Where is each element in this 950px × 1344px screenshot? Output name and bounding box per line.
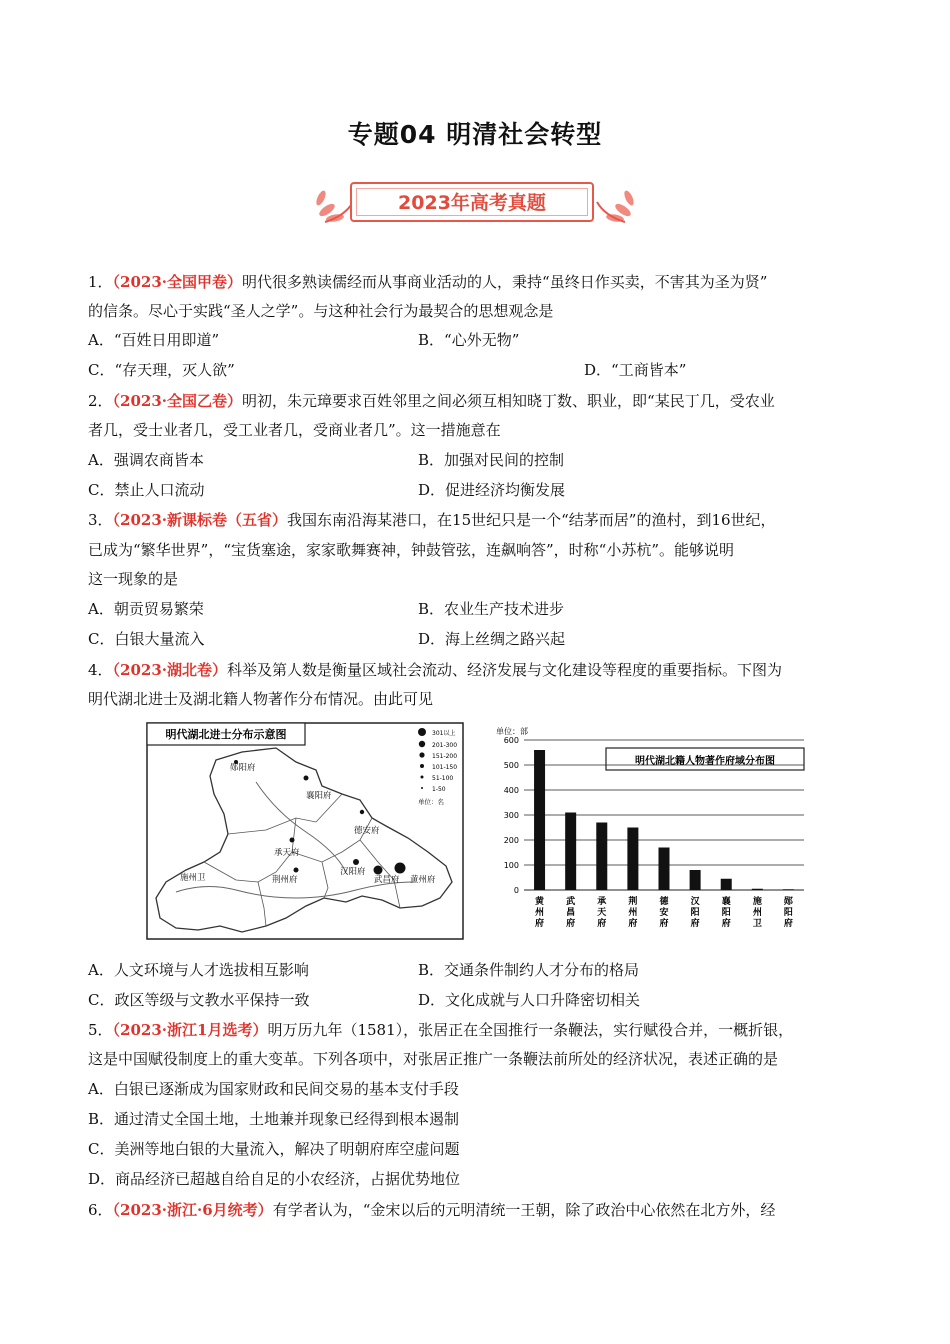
x-tick-label-char: 府 — [721, 919, 731, 929]
legend-label: 101-150 — [432, 764, 458, 771]
bar — [721, 879, 732, 890]
question-source: （2023·新课标卷（五省） — [112, 511, 288, 529]
option-b[interactable]: B．交通条件制约人才分布的格局 — [418, 961, 640, 979]
question-text: 这是中国赋役制度上的重大变革。下列各项中，对张居正推广一条鞭法前所处的经济状况，表述正确的是 — [88, 1050, 779, 1068]
y-tick-label: 0 — [513, 886, 519, 895]
bar — [690, 870, 701, 890]
option-a[interactable]: A．人文环境与人才选拔相互影响 — [88, 961, 309, 979]
legend-label: 51-100 — [432, 775, 454, 782]
question-source: （2023·浙江1月选考） — [112, 1021, 268, 1039]
question-text: 已成为“繁华世界”，“宝货塞途，家家歌舞赛神，钟鼓管弦，连飙响答”，时称“小苏杭”。能够说明 — [88, 541, 735, 559]
page-title: 专题04 明清社会转型 — [347, 120, 603, 149]
map-title: 明代湖北进士分布示意图 — [165, 728, 287, 741]
question-5 — [88, 1019, 793, 1041]
works-distribution-bar-chart — [488, 724, 808, 946]
legend-label: 1-50 — [432, 786, 446, 793]
x-tick-label-char: 府 — [659, 919, 669, 929]
option-c[interactable]: C．美洲等地白银的大量流入，解决了明朝府库空虚问题 — [88, 1140, 460, 1158]
option-d[interactable]: D．海上丝绸之路兴起 — [418, 630, 566, 648]
question-2 — [88, 390, 775, 412]
x-tick-label-char: 德 — [659, 897, 669, 907]
question-text: 这一现象的是 — [88, 570, 179, 588]
x-tick-label-char: 武 — [566, 897, 576, 907]
x-tick-label-char: 襄 — [721, 897, 731, 907]
question-text: 明初，朱元璋要求百姓邻里之间必须互相知晓丁数、职业，即“某民丁几，受农业 — [242, 392, 775, 410]
question-text: 明代湖北进士及湖北籍人物著作分布情况。由此可见 — [88, 690, 434, 708]
option-b[interactable]: B．“心外无物” — [418, 331, 520, 349]
x-tick-label-char: 黄 — [535, 897, 545, 907]
option-c[interactable]: C．“存天理，灭人欲” — [88, 361, 235, 379]
x-tick-label-char: 府 — [628, 919, 638, 929]
y-tick-label: 200 — [503, 836, 519, 845]
bar — [627, 828, 638, 891]
question-text: 明万历九年（1581），张居正在全国推行一条鞭法，实行赋役合并，一概折银， — [267, 1021, 794, 1039]
option-c[interactable]: C．禁止人口流动 — [88, 481, 205, 499]
jinshi-distribution-map — [146, 722, 464, 940]
place-label: 黄州府 — [410, 875, 436, 885]
question-source: （2023·湖北卷） — [112, 661, 228, 679]
y-tick-label: 400 — [503, 786, 519, 795]
question-source: （2023·全国乙卷） — [112, 392, 243, 410]
question-number: 4． — [88, 661, 113, 679]
x-tick-label-char: 汉 — [690, 897, 700, 907]
question-text: 的信条。尽心于实践“圣人之学”。与这种社会行为最契合的思想观念是 — [88, 302, 554, 320]
x-tick-label-char: 荆 — [628, 897, 638, 907]
x-tick-label-char: 阳 — [721, 908, 731, 918]
x-tick-label-char: 阳 — [783, 908, 793, 918]
question-number: 5． — [88, 1021, 113, 1039]
x-tick-label-char: 卫 — [752, 919, 762, 929]
question-6 — [88, 1199, 775, 1221]
option-d[interactable]: D．促进经济均衡发展 — [418, 481, 566, 499]
banner-text: 2023年高考真题 — [398, 192, 546, 214]
x-tick-label-char: 府 — [783, 919, 793, 929]
option-c[interactable]: C．白银大量流入 — [88, 630, 205, 648]
place-label: 郧阳府 — [230, 763, 256, 773]
y-tick-label: 600 — [503, 736, 519, 745]
legend-unit: 单位：名 — [418, 798, 444, 806]
x-tick-label-char: 郧 — [783, 897, 793, 907]
question-number: 1． — [88, 273, 113, 291]
question-text: 明代很多熟读儒经而从事商业活动的人，秉持“虽终日作买卖，不害其为圣为贤” — [242, 273, 768, 291]
option-c[interactable]: C．政区等级与文教水平保持一致 — [88, 991, 310, 1009]
question-source: （2023·全国甲卷） — [112, 273, 243, 291]
question-4 — [88, 659, 782, 681]
legend-label: 301以上 — [432, 730, 456, 737]
option-a[interactable]: A．白银已逐渐成为国家财政和民间交易的基本支付手段 — [88, 1080, 459, 1098]
x-tick-label-char: 州 — [535, 908, 545, 918]
bar — [659, 848, 670, 891]
bar — [534, 750, 545, 890]
x-tick-label-char: 府 — [690, 919, 700, 929]
x-tick-label-char: 州 — [628, 908, 638, 918]
x-tick-label-char: 昌 — [566, 908, 576, 918]
bar — [565, 813, 576, 891]
option-d[interactable]: D．商品经济已超越自给自足的小农经济，占据优势地位 — [88, 1170, 461, 1188]
question-source: （2023·浙江·6月统考） — [112, 1201, 273, 1219]
bar — [596, 823, 607, 891]
question-number: 3． — [88, 511, 113, 529]
y-tick-label: 300 — [503, 811, 519, 820]
x-tick-label-char: 阳 — [690, 908, 700, 918]
option-b[interactable]: B．农业生产技术进步 — [418, 600, 565, 618]
x-tick-label-char: 府 — [566, 919, 576, 929]
bar — [752, 889, 763, 890]
place-label: 汉阳府 — [340, 867, 366, 877]
place-label: 荆州府 — [272, 875, 298, 885]
x-tick-label-char: 施 — [752, 897, 762, 907]
x-tick-label-char: 府 — [597, 919, 607, 929]
option-a[interactable]: A．“百姓日用即道” — [88, 331, 220, 349]
place-label: 武昌府 — [374, 875, 400, 885]
option-a[interactable]: A．朝贡贸易繁荣 — [88, 600, 204, 618]
place-label: 德安府 — [354, 826, 380, 836]
option-d[interactable]: D．文化成就与人口升降密切相关 — [418, 991, 641, 1009]
question-number: 6． — [88, 1201, 113, 1219]
x-tick-label-char: 天 — [597, 908, 607, 918]
bar — [783, 889, 794, 890]
place-label: 承天府 — [274, 848, 300, 858]
x-tick-label-char: 州 — [752, 908, 762, 918]
chart-title: 明代湖北籍人物著作府域分布图 — [635, 756, 775, 767]
y-tick-label: 500 — [503, 761, 519, 770]
y-tick-label: 100 — [503, 861, 519, 870]
legend-label: 151-200 — [432, 753, 458, 760]
x-tick-label-char: 承 — [597, 897, 607, 907]
question-1 — [88, 271, 767, 293]
question-text: 有学者认为，“金宋以后的元明清统一王朝，除了政治中心依然在北方外，经 — [272, 1201, 776, 1219]
place-label: 施州卫 — [180, 873, 206, 883]
option-d[interactable]: D．“工商皆本” — [584, 361, 687, 379]
x-tick-label-char: 安 — [659, 908, 669, 918]
x-tick-label-char: 府 — [535, 919, 545, 929]
question-3 — [88, 509, 776, 531]
legend-label: 201-300 — [432, 742, 458, 749]
question-text: 科举及第人数是衡量区域社会流动、经济发展与文化建设等程度的重要指标。下图为 — [227, 661, 783, 679]
question-text: 者几，受士业者几，受工业者几，受商业者几”。这一措施意在 — [88, 421, 501, 439]
option-b[interactable]: B．加强对民间的控制 — [418, 451, 565, 469]
question-number: 2． — [88, 392, 113, 410]
place-label: 襄阳府 — [306, 791, 332, 801]
option-b[interactable]: B．通过清丈全国土地，土地兼并现象已经得到根本遏制 — [88, 1110, 460, 1128]
option-a[interactable]: A．强调农商皆本 — [88, 451, 204, 469]
question-text: 我国东南沿海某港口，在15世纪只是一个“结茅而居”的渔村，到16世纪， — [287, 511, 776, 529]
section-banner — [305, 176, 645, 228]
chart-ylabel: 单位：部 — [496, 727, 528, 736]
